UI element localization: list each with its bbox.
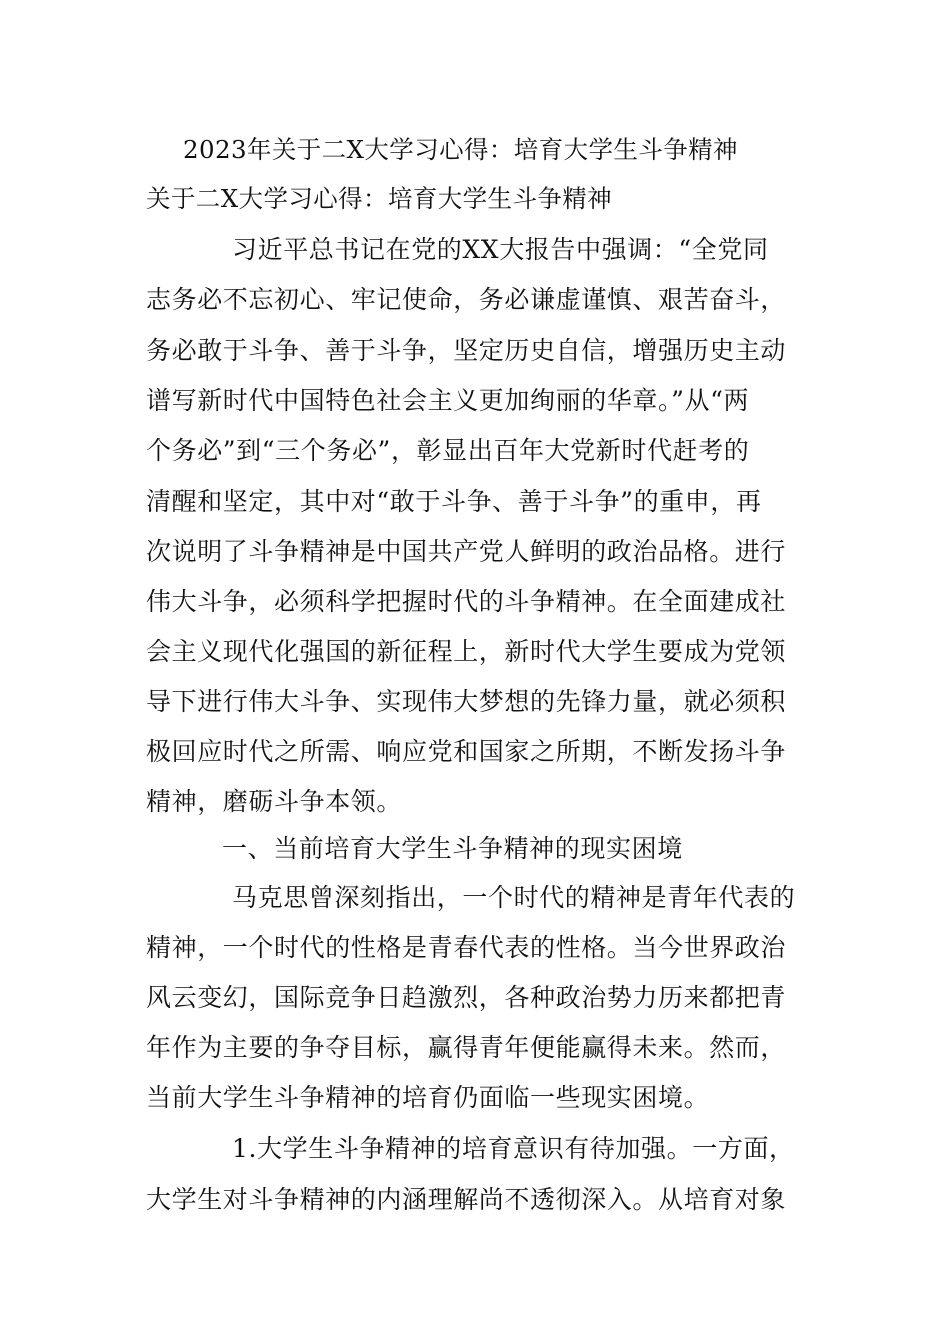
paragraph-line: 习近平总书记在党的XX大报告中强调：“全党同	[232, 235, 769, 264]
paragraph-line: 大学生对斗争精神的内涵理解尚不透彻深入。从培育对象	[146, 1185, 787, 1214]
paragraph-line: 会主义现代化强国的新征程上，新时代大学生要成为党领	[146, 637, 787, 666]
paragraph-line: 伟大斗争，必须科学把握时代的斗争精神。在全面建成社	[146, 587, 787, 616]
paragraph-line: 精神，磨砺斗争本领。	[146, 787, 403, 816]
paragraph-line: 当前大学生斗争精神的培育仍面临一些现实困境。	[146, 1083, 710, 1112]
paragraph-line: 年作为主要的争夺目标，赢得青年便能赢得未来。然而，	[146, 1033, 787, 1062]
document-title: 2023年关于二X大学习心得：培育大学生斗争精神	[183, 135, 738, 164]
paragraph-line: 导下进行伟大斗争、实现伟大梦想的先锋力量，就必须积	[146, 687, 787, 716]
paragraph-line: 精神，一个时代的性格是青春代表的性格。当今世界政治	[146, 933, 787, 962]
paragraph-line: 马克思曾深刻指出，一个时代的精神是青年代表的	[232, 883, 796, 912]
paragraph-line: 谱写新时代中国特色社会主义更加绚丽的华章。”从“两	[146, 386, 750, 415]
paragraph-line: 务必敢于斗争、善于斗争，坚定历史自信，增强历史主动	[146, 336, 787, 365]
paragraph-line: 清醒和坚定，其中对“敢于斗争、善于斗争”的重申，再	[146, 487, 762, 516]
paragraph-line: 极回应时代之所需、响应党和国家之所期，不断发扬斗争	[146, 737, 787, 766]
paragraph-line: 志务必不忘初心、牢记使命，务必谦虚谨慎、艰苦奋斗，	[146, 285, 787, 314]
section-heading: 一、当前培育大学生斗争精神的现实困境	[222, 834, 683, 863]
document-subtitle: 关于二X大学习心得：培育大学生斗争精神	[146, 184, 613, 213]
paragraph-line: 风云变幻，国际竞争日趋激烈，各种政治势力历来都把青	[146, 983, 787, 1012]
paragraph-line: 个务必”到“三个务必”，彰显出百年大党新时代赶考的	[146, 436, 750, 465]
paragraph-line: 次说明了斗争精神是中国共产党人鲜明的政治品格。进行	[146, 537, 787, 566]
paragraph-line: 1.大学生斗争精神的培育意识有待加强。一方面，	[232, 1134, 795, 1163]
